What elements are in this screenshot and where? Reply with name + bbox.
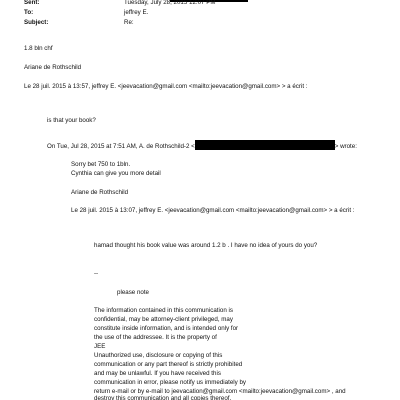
quote2-attribution xyxy=(47,140,357,150)
quote2-line1: Sorry bet 750 to 1bln. xyxy=(71,161,131,168)
disclaimer-line: The information contained in this communication is xyxy=(94,307,233,314)
disclaimer-line: and may be unlawful. If you have received this xyxy=(94,370,221,377)
to-label: To: xyxy=(24,9,34,16)
quote2-attribution-suffix: > wrote: xyxy=(334,143,357,150)
disclaimer-line: destroy this communication and all copies thereof, xyxy=(94,395,232,400)
disclaimer-line: Unauthorized use, disclosure or copying of this xyxy=(94,352,223,359)
sent-label: Sent: xyxy=(24,0,40,6)
reply-signature: Ariane de Rothschild xyxy=(24,64,82,71)
redaction-bar xyxy=(195,140,335,150)
reply-text: 1.8 bln chf xyxy=(24,45,53,52)
subject-value: Re: xyxy=(124,19,134,26)
disclaimer-line: communication or any part thereof is strictly prohibited xyxy=(94,361,243,368)
sent-value: Tuesday, July 28, 2015 12:07 PM xyxy=(124,0,216,6)
disclaimer-line: constitute inside information, and is intended only for xyxy=(94,325,239,332)
quote3-message: hamad thought his book value was around 1.2 b . I have no idea of yours do you? xyxy=(94,242,318,249)
quote1-message: is that your book? xyxy=(47,117,96,124)
subject-label: Subject: xyxy=(24,19,49,26)
disclaimer-line: JEE xyxy=(94,343,106,350)
quote1-attribution: Le 28 juil. 2015 à 13:57, jeffrey E. <jeevacation@gmail.com <mailto:jeevacation@gmail.com> > a écrit : xyxy=(24,83,308,90)
to-value: jeffrey E. xyxy=(124,9,149,16)
quote2-attribution-prefix: On Tue, Jul 28, 2015 at 7:51 AM, A. de Rothschild-2 < xyxy=(47,143,195,150)
quote2-line2: Cynthia can give you more detail xyxy=(71,170,161,177)
signature-dashes: -- xyxy=(94,270,99,277)
disclaimer-line: confidential, may be attorney-client privileged, may xyxy=(94,316,233,323)
please-note: please note xyxy=(117,289,149,296)
disclaimer-line: communication in error, please notify us immediately by xyxy=(94,379,247,386)
disclaimer-line: return e-mail or by e-mail to jeevacation@gmail.com <mailto:jeevacation@gmail.com> , and xyxy=(94,388,346,395)
quote2-signature: Ariane de Rothschild xyxy=(71,189,129,196)
quote3-attribution: Le 28 juil. 2015 à 13:07, jeffrey E. <jeevacation@gmail.com <mailto:jeevacation@gmail.com> > a écrit : xyxy=(71,207,355,214)
disclaimer-line: the use of the addressee. It is the property of xyxy=(94,334,217,341)
